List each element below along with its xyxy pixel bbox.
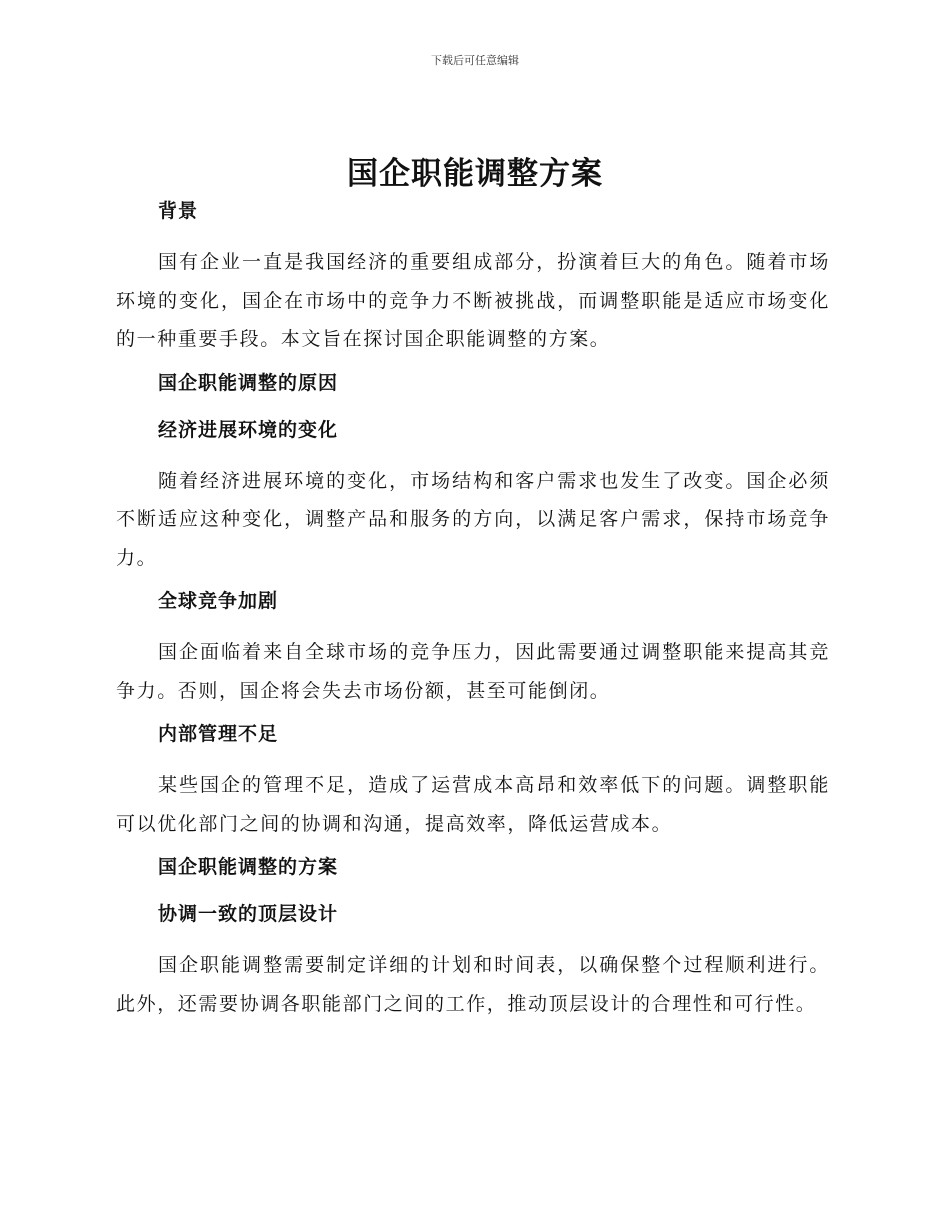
section-heading-reasons: 国企职能调整的原因	[158, 371, 339, 394]
paragraph-top-level-design: 国企职能调整需要制定详细的计划和时间表，以确保整个过程顺利进行。此外，还需要协调各职能部门之间的工作，推动顶层设计的合理性和可行性。	[116, 954, 830, 1015]
subheading-economic-environment: 经济进展环境的变化	[158, 418, 339, 441]
subheading-internal-management: 内部管理不足	[158, 723, 279, 745]
section-heading-plan: 国企职能调整的方案	[158, 856, 339, 878]
subheading-top-level-design: 协调一致的顶层设计	[158, 903, 339, 925]
document-title: 国企职能调整方案	[347, 156, 603, 192]
paragraph-background: 国有企业一直是我国经济的重要组成部分，扮演着巨大的角色。随着市场环境的变化，国企在市场中的竞争力不断被挑战，而调整职能是适应市场变化的一种重要手段。本文旨在探讨国企职能调整的方案。	[116, 251, 830, 350]
subheading-global-competition: 全球竞争加剧	[158, 590, 279, 612]
section-heading-background: 背景	[158, 200, 199, 222]
paragraph-economic-environment: 随着经济进展环境的变化，市场结构和客户需求也发生了改变。国企必须不断适应这种变化，调整产品和服务的方向，以满足客户需求，保持市场竞争力。	[116, 469, 830, 569]
page-header: 下载后可任意编辑	[431, 54, 519, 67]
paragraph-internal-management: 某些国企的管理不足，造成了运营成本高昂和效率低下的问题。调整职能可以优化部门之间的协调和沟通，提高效率，降低运营成本。	[116, 774, 830, 835]
paragraph-global-competition: 国企面临着来自全球市场的竞争压力，因此需要通过调整职能来提高其竞争力。否则，国企将会失去市场份额，甚至可能倒闭。	[116, 641, 830, 702]
document-body	[116, 196, 830, 1032]
